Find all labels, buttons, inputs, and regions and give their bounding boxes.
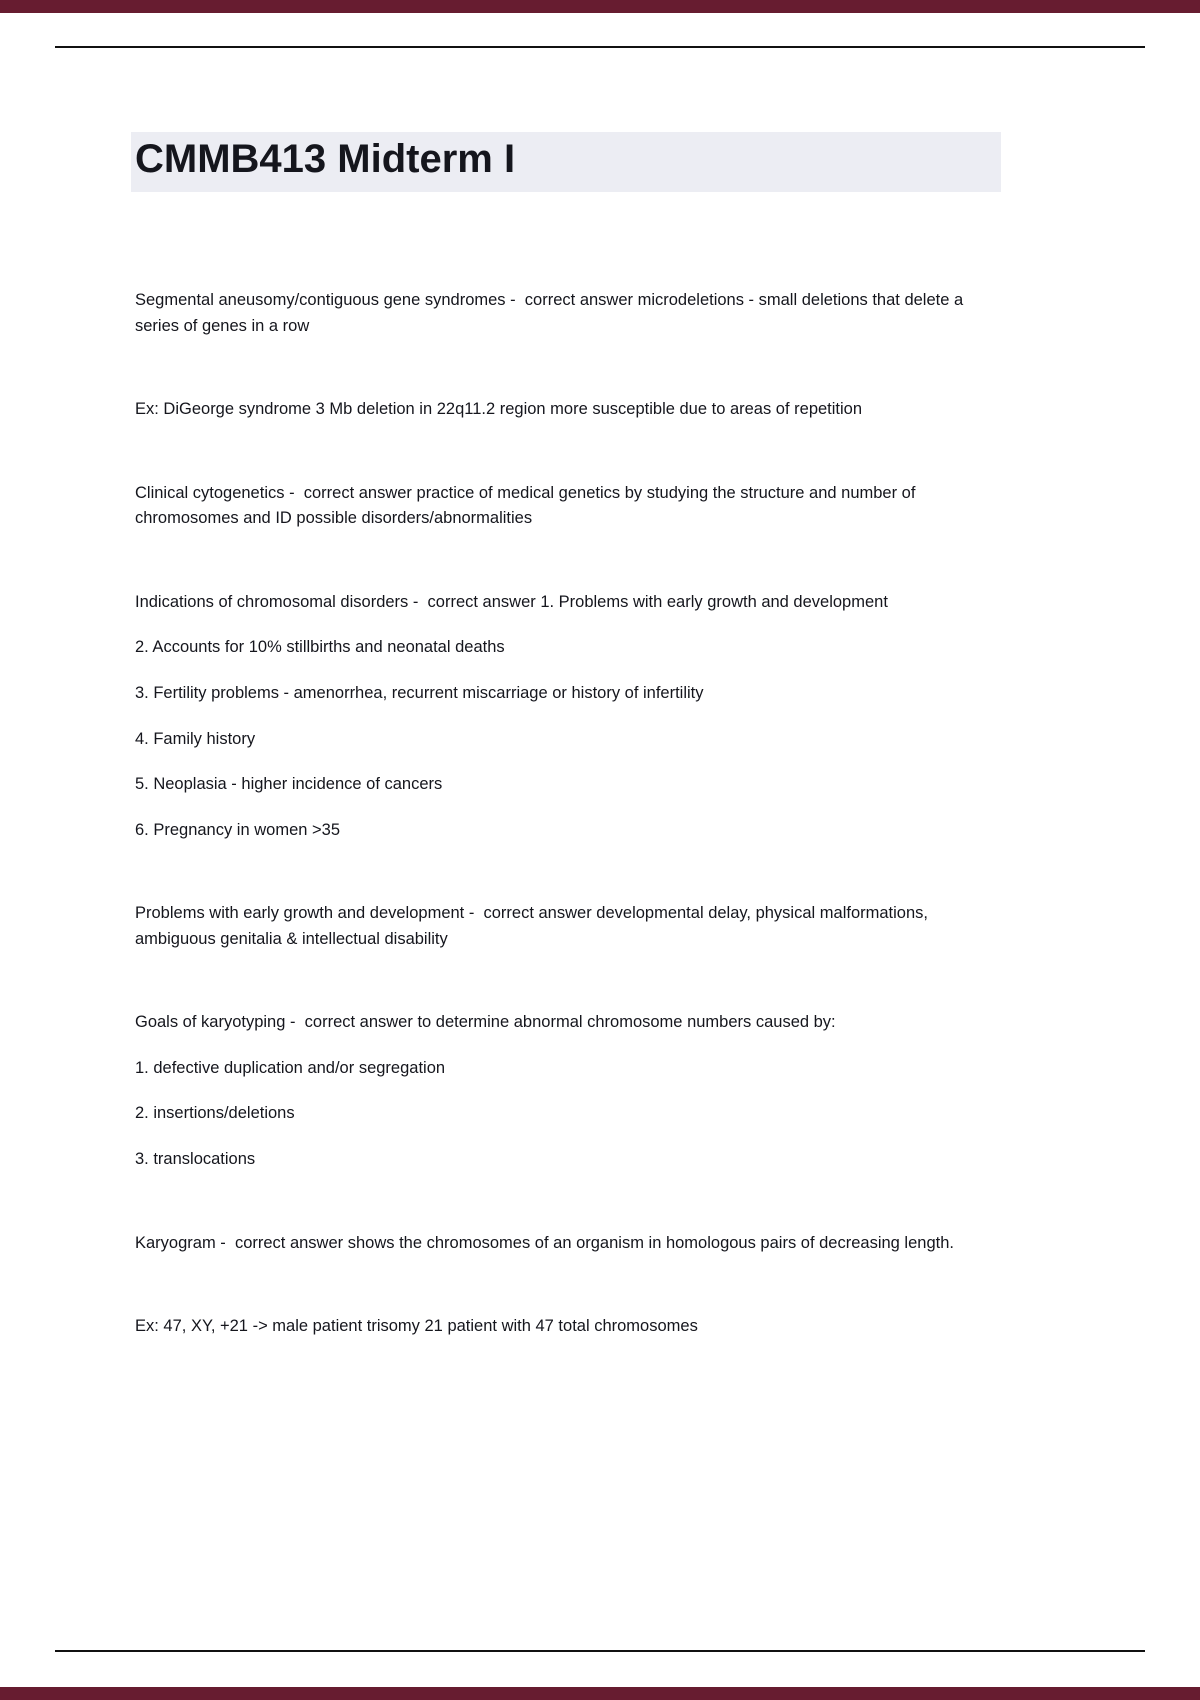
paragraph: 2. insertions/deletions <box>135 1104 295 1123</box>
paragraph: 6. Pregnancy in women >35 <box>135 820 341 839</box>
document-page <box>135 132 1007 1398</box>
qa-block <box>135 1314 1007 1340</box>
qa-block <box>135 590 1007 843</box>
paragraph: Clinical cytogenetics - correct answer practice of medical genetics by studying the structure and number of chromosomes and ID possible disorders/abnormalities <box>135 483 921 528</box>
qa-block <box>135 288 1007 339</box>
qa-block <box>135 397 1007 423</box>
paragraph: Problems with early growth and development - correct answer developmental delay, physical malformations, ambiguous genitalia & intellectual disability <box>135 904 933 948</box>
paragraph: 1. defective duplication and/or segregation <box>135 1058 446 1077</box>
top-edge-bar <box>0 0 1200 13</box>
bottom-rule <box>55 1650 1145 1652</box>
paragraph: Goals of karyotyping - correct answer to determine abnormal chromosome numbers caused by: <box>135 1013 836 1032</box>
paragraph: 5. Neoplasia - higher incidence of cancers <box>135 775 443 794</box>
paragraph: Indications of chromosomal disorders - correct answer 1. Problems with early growth and development <box>135 592 888 611</box>
paragraph: 2. Accounts for 10% stillbirths and neonatal deaths <box>135 638 505 657</box>
qa-block <box>135 1231 1007 1257</box>
paragraph: Ex: DiGeorge syndrome 3 Mb deletion in 22q11.2 region more susceptible due to areas of repetition <box>135 400 863 419</box>
page-title: CMMB413 Midterm I <box>135 137 516 181</box>
qa-block <box>135 1010 1007 1172</box>
paragraph: 4. Family history <box>135 729 256 748</box>
document-body <box>135 288 1007 1340</box>
top-rule <box>55 46 1145 48</box>
paragraph: 3. translocations <box>135 1150 256 1168</box>
paragraph: Karyogram - correct answer shows the chromosomes of an organism in homologous pairs of decreasing length. <box>135 1233 954 1252</box>
title-highlight <box>131 132 1001 192</box>
bottom-edge-bar <box>0 1687 1200 1700</box>
paragraph: 3. Fertility problems - amenorrhea, recurrent miscarriage or history of infertility <box>135 683 704 702</box>
qa-block <box>135 901 1007 952</box>
paragraph: Segmental aneusomy/contiguous gene syndromes - correct answer microdeletions - small deletions that delete a series of genes in a row <box>135 291 968 335</box>
paragraph: Ex: 47, XY, +21 -> male patient trisomy 21 patient with 47 total chromosomes <box>135 1317 698 1336</box>
qa-block <box>135 481 1007 532</box>
